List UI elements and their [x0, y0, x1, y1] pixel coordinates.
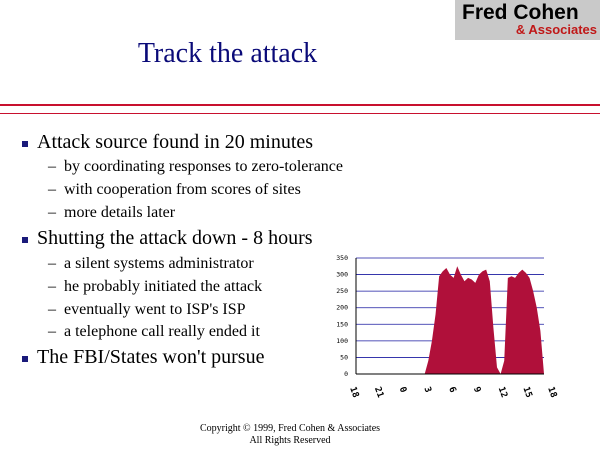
sub-bullet-text: a silent systems administrator: [64, 255, 254, 272]
bullet-item: [22, 131, 313, 154]
bullet-square-icon: [22, 141, 28, 147]
sub-bullet-item: [48, 323, 260, 341]
series-area: [356, 266, 544, 374]
bullet-square-icon: [22, 237, 28, 243]
sub-bullet-item: [48, 278, 262, 296]
sub-bullet-item: [48, 255, 254, 273]
x-tick-label: 3: [421, 385, 433, 395]
x-tick-label: 18: [347, 385, 361, 400]
logo: [455, 0, 600, 40]
x-tick-label: 9: [470, 385, 483, 395]
dash-icon: –: [48, 158, 56, 175]
y-tick-label: 200: [336, 303, 348, 312]
y-tick-label: 0: [344, 370, 348, 378]
traffic-area-chart: [316, 252, 559, 402]
bullet-text: Shutting the attack down - 8 hours: [37, 227, 313, 249]
slide-title: Track the attack: [137, 38, 318, 69]
rights-text: All Rights Reserved: [249, 435, 331, 446]
sub-bullet-text: he probably initiated the attack: [64, 278, 263, 295]
sub-bullet-text: more details later: [64, 204, 176, 221]
title-rule-top: [0, 104, 600, 106]
y-tick-label: 150: [336, 320, 348, 329]
bullet-item: [22, 227, 313, 250]
dash-icon: –: [48, 181, 56, 198]
bullet-item: [22, 346, 264, 369]
x-tick-label: 18: [545, 385, 559, 400]
copyright-text: Copyright © 1999, Fred Cohen & Associates: [199, 423, 381, 434]
sub-bullet-text: with cooperation from scores of sites: [64, 181, 301, 198]
dash-icon: –: [48, 323, 56, 340]
y-tick-label: 100: [336, 336, 348, 345]
sub-bullet-text: eventually went to ISP's ISP: [64, 301, 246, 318]
x-tick-label: 15: [520, 385, 534, 400]
logo-name: Fred Cohen: [462, 1, 579, 24]
y-tick-label: 250: [336, 287, 348, 296]
y-tick-label: 50: [340, 353, 348, 362]
dash-icon: –: [48, 278, 56, 295]
x-tick-label: 21: [371, 385, 386, 400]
x-tick-label: 12: [495, 385, 509, 400]
title-rule-bottom: [0, 113, 600, 114]
sub-bullet-text: by coordinating responses to zero-tolerance: [64, 158, 344, 175]
dash-icon: –: [48, 204, 56, 221]
dash-icon: –: [48, 301, 56, 318]
bullet-text: Attack source found in 20 minutes: [37, 131, 314, 153]
x-tick-label: 0: [396, 385, 408, 395]
x-tick-label: 6: [446, 385, 458, 395]
bullet-text: The FBI/States won't pursue: [37, 346, 265, 368]
y-tick-label: 300: [336, 270, 348, 279]
footer: [0, 423, 580, 447]
sub-bullet-item: [48, 158, 343, 176]
y-tick-label: 350: [336, 254, 348, 262]
logo-tagline: & Associates: [515, 22, 597, 37]
bullet-square-icon: [22, 356, 28, 362]
dash-icon: –: [48, 255, 56, 272]
sub-bullet-item: [48, 301, 246, 319]
sub-bullet-item: [48, 181, 301, 199]
sub-bullet-item: [48, 204, 175, 222]
sub-bullet-text: a telephone call really ended it: [64, 323, 260, 340]
